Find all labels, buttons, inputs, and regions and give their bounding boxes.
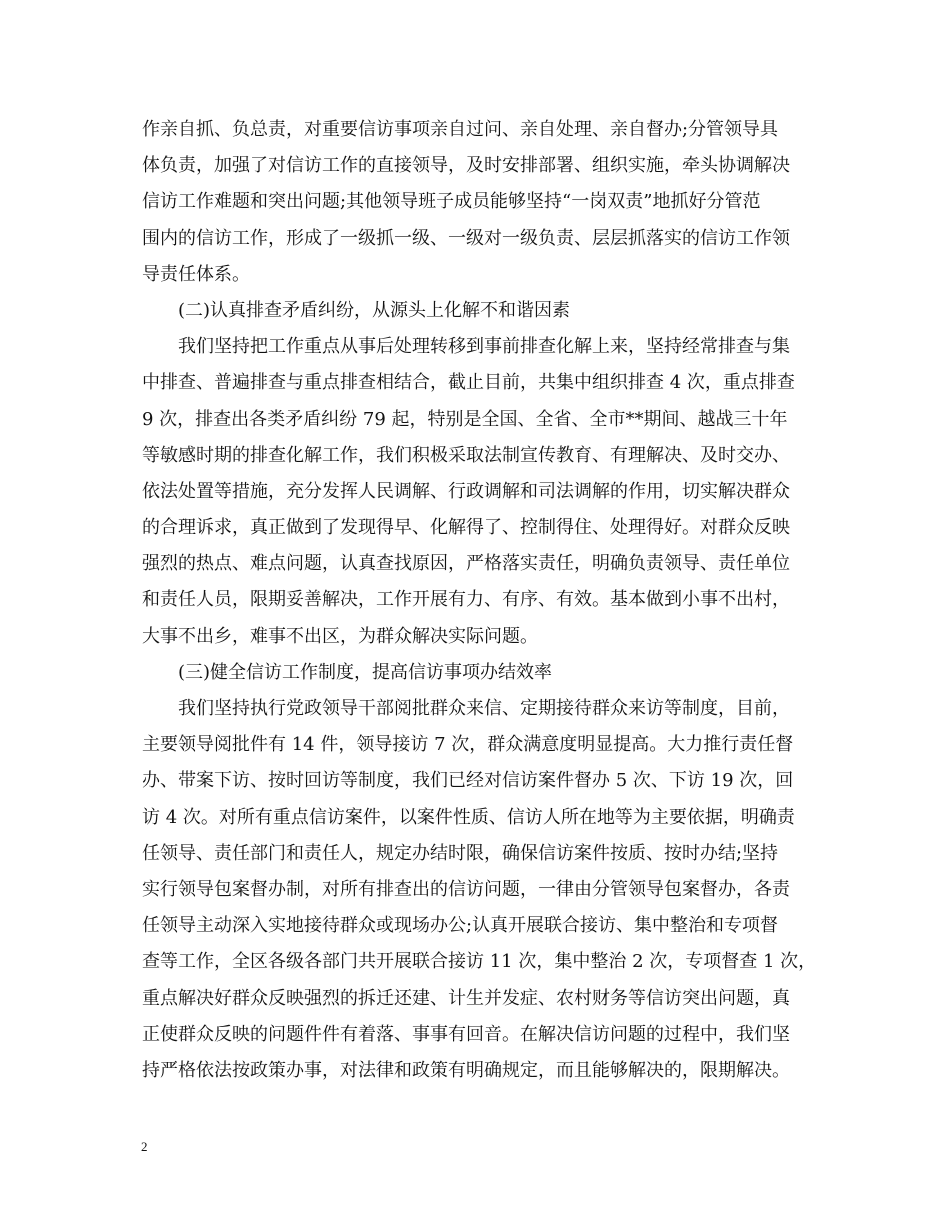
- text-line: 中排查、普遍排查与重点排查相结合，截止目前，共集中组织排查 4 次，重点排查: [142, 372, 795, 394]
- text-line: 办、带案下访、按时回访等制度，我们已经对信访案件督办 5 次、下访 19 次，回: [142, 770, 794, 792]
- text-line: 访 4 次。对所有重点信访案件，以案件性质、信访人所在地等为主要依据，明确责: [142, 806, 795, 828]
- text-line: (三)健全信访工作制度，提高信访事项办结效率: [178, 661, 553, 683]
- text-line: 和责任人员，限期妥善解决，工作开展有力、有序、有效。基本做到小事不出村，: [142, 589, 790, 611]
- text-line: 任领导、责任部门和责任人，规定办结时限，确保信访案件按质、按时办结;坚持: [142, 842, 779, 864]
- text-line: 大事不出乡，难事不出区，为群众解决实际问题。: [142, 625, 538, 647]
- text-line: 等敏感时期的排查化解工作，我们积极采取法制宣传教育、有理解决、及时交办、: [142, 444, 790, 466]
- text-line: 围内的信访工作，形成了一级抓一级、一级对一级负责、层层抓落实的信访工作领: [142, 227, 790, 249]
- text-line: 导责任体系。: [142, 263, 250, 285]
- text-line: 重点解决好群众反映强烈的拆迁还建、计生并发症、农村财务等信访突出问题，真: [142, 987, 790, 1009]
- text-line: 作亲自抓、负总责，对重要信访事项亲自过问、亲自处理、亲自督办;分管领导具: [142, 119, 779, 140]
- text-line: 实行领导包案督办制，对所有排查出的信访问题，一律由分管领导包案督办，各责: [142, 878, 790, 900]
- text-line: 依法处置等措施，充分发挥人民调解、行政调解和司法调解的作用，切实解决群众: [142, 480, 790, 502]
- text-line: 信访工作难题和突出问题;其他领导班子成员能够坚持“一岗双责”地抓好分管范: [142, 191, 761, 213]
- text-line: 的合理诉求，真正做到了发现得早、化解得了、控制得住、处理得好。对群众反映: [142, 517, 790, 539]
- text-line: 正使群众反映的问题件件有着落、事事有回音。在解决信访问题的过程中，我们坚: [142, 1023, 790, 1045]
- text-line: 我们坚持执行党政领导干部阅批群众来信、定期接待群众来访等制度，目前，: [178, 698, 790, 719]
- page-number: 2: [141, 1139, 148, 1154]
- text-line: 主要领导阅批件有 14 件，领导接访 7 次，群众满意度明显提高。大力推行责任督: [142, 734, 794, 756]
- text-line: 体负责，加强了对信访工作的直接领导，及时安排部署、组织实施，牵头协调解决: [142, 155, 790, 177]
- text-line: 9 次，排查出各类矛盾纠纷 79 起，特别是全国、全省、全市**期间、越战三十年: [142, 408, 788, 430]
- document-body: [142, 112, 822, 1089]
- text-line: 持严格依法按政策办事，对法律和政策有明确规定，而且能够解决的，限期解决。: [142, 1059, 790, 1081]
- text-line: 查等工作，全区各级各部门共开展联合接访 11 次，集中整治 2 次，专项督查 1 次，: [142, 951, 817, 973]
- text-line: (二)认真排查矛盾纠纷，从源头上化解不和谐因素: [178, 299, 571, 321]
- text-line: 强烈的热点、难点问题，认真查找原因，严格落实责任，明确负责领导、责任单位: [142, 553, 790, 575]
- text-line: 任领导主动深入实地接待群众或现场办公;认真开展联合接访、集中整治和专项督: [142, 915, 779, 937]
- text-line: 我们坚持把工作重点从事后处理转移到事前排查化解上来，坚持经常排查与集: [178, 336, 790, 358]
